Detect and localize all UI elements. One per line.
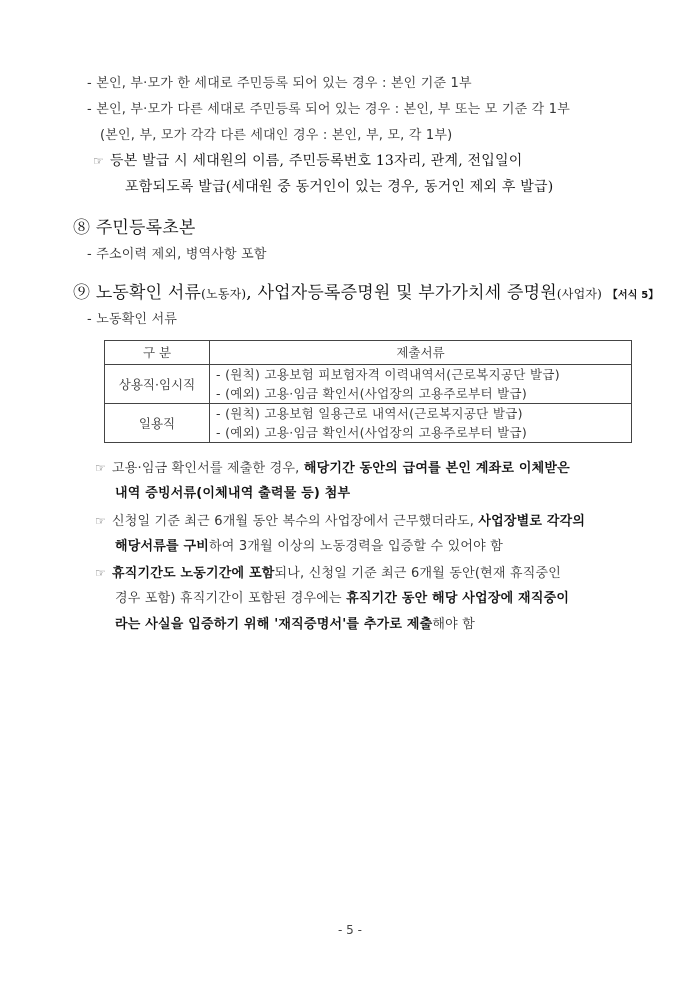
note-3 bbox=[95, 564, 561, 583]
header-category: 구 분 bbox=[105, 341, 210, 365]
section-number: ⑧ bbox=[73, 218, 91, 238]
note-text: 신청일 기준 최근 6개월 동안 복수의 사업장에서 근무했더라도, bbox=[111, 514, 479, 529]
note-text-bold: 해당기간 동안의 급여를 본인 계좌로 이체받은 bbox=[303, 461, 570, 476]
doc-line: - (예외) 고용·임금 확인서(사업장의 고용주로부터 발급) bbox=[216, 386, 528, 401]
note-text: 등본 발급 시 세대원의 이름, 주민등록번호 13자리, 관계, 전입일이 bbox=[109, 153, 523, 169]
section-title-a-note: (노동자) bbox=[201, 287, 247, 301]
note-1 bbox=[95, 459, 570, 478]
note-2 bbox=[95, 512, 585, 531]
row-category: 일용직 bbox=[105, 404, 210, 443]
section-title-b-note: (사업자) bbox=[556, 287, 603, 301]
note-text: 하여 3개월 이상의 노동경력을 입증할 수 있어야 함 bbox=[209, 539, 504, 554]
section-title-b: , 사업자등록증명원 및 부가가치세 증명원 bbox=[246, 283, 557, 303]
header-documents: 제출서류 bbox=[210, 341, 632, 365]
row-category: 상용직·임시직 bbox=[105, 365, 210, 404]
note-text: 해야 함 bbox=[432, 617, 476, 632]
pointing-hand-icon: ☞ bbox=[95, 566, 106, 580]
table-row bbox=[105, 365, 632, 404]
row-docs bbox=[210, 404, 632, 443]
page-number: - 5 - bbox=[338, 923, 362, 937]
section-8-item: - 주소이력 제외, 병역사항 포함 bbox=[87, 247, 267, 262]
section-9-heading bbox=[73, 282, 659, 307]
pointing-hand-icon: ☞ bbox=[93, 154, 104, 168]
note-3-cont bbox=[115, 590, 569, 608]
section-9-item: - 노동확인 서류 bbox=[87, 312, 178, 327]
intro-item: (본인, 부, 모가 각각 다른 세대인 경우 : 본인, 부, 모, 각 1부) bbox=[100, 128, 453, 143]
note-text-bold: 해당서류를 구비 bbox=[115, 539, 210, 554]
intro-item: - 본인, 부·모가 한 세대로 주민등록 되어 있는 경우 : 본인 기준 1부 bbox=[87, 76, 472, 91]
note-text-bold: 휴직기간 동안 해당 사업장에 재직중이 bbox=[346, 591, 570, 606]
note-text-bold: 휴직기간도 노동기간에 포함 bbox=[111, 566, 275, 581]
section-8-heading bbox=[73, 217, 196, 239]
note-text: 고용·임금 확인서를 제출한 경우, bbox=[111, 461, 304, 476]
note-deungbon-cont: 포함되도록 발급(세대원 중 동거인이 있는 경우, 동거인 제외 후 발급) bbox=[125, 179, 554, 195]
doc-line: - (예외) 고용·임금 확인서(사업장의 고용주로부터 발급) bbox=[216, 425, 528, 440]
section-title-a: 노동확인 서류 bbox=[95, 283, 202, 303]
table-header-row bbox=[105, 341, 632, 365]
doc-line: - (원칙) 고용보험 일용근로 내역서(근로복지공단 발급) bbox=[216, 406, 523, 421]
note-text: 되나, 신청일 기준 최근 6개월 동안(현재 휴직중인 bbox=[274, 566, 562, 581]
labor-documents-table bbox=[104, 340, 632, 443]
pointing-hand-icon: ☞ bbox=[95, 461, 106, 475]
note-text-bold: 라는 사실을 입증하기 위해 '재직증명서'를 추가로 제출 bbox=[115, 617, 433, 632]
note-deungbon bbox=[93, 152, 522, 170]
note-1-cont: 내역 증빙서류(이체내역 출력물 등) 첨부 bbox=[115, 486, 351, 501]
note-3-cont2 bbox=[115, 616, 475, 634]
note-text: 경우 포함) 휴직기간이 포함된 경우에는 bbox=[115, 591, 347, 606]
note-text-bold: 사업장별로 각각의 bbox=[478, 514, 586, 529]
pointing-hand-icon: ☞ bbox=[95, 514, 106, 528]
row-docs bbox=[210, 365, 632, 404]
note-2-cont bbox=[115, 538, 503, 556]
intro-item: - 본인, 부·모가 다른 세대로 주민등록 되어 있는 경우 : 본인, 부 또는 모 기준 각 1부 bbox=[87, 102, 570, 117]
table-row bbox=[105, 404, 632, 443]
doc-line: - (원칙) 고용보험 피보험자격 이력내역서(근로복지공단 발급) bbox=[216, 367, 560, 382]
section-number: ⑨ bbox=[73, 283, 91, 303]
section-title: 주민등록초본 bbox=[95, 218, 196, 238]
form-tag: 【서식 5】 bbox=[607, 290, 659, 301]
